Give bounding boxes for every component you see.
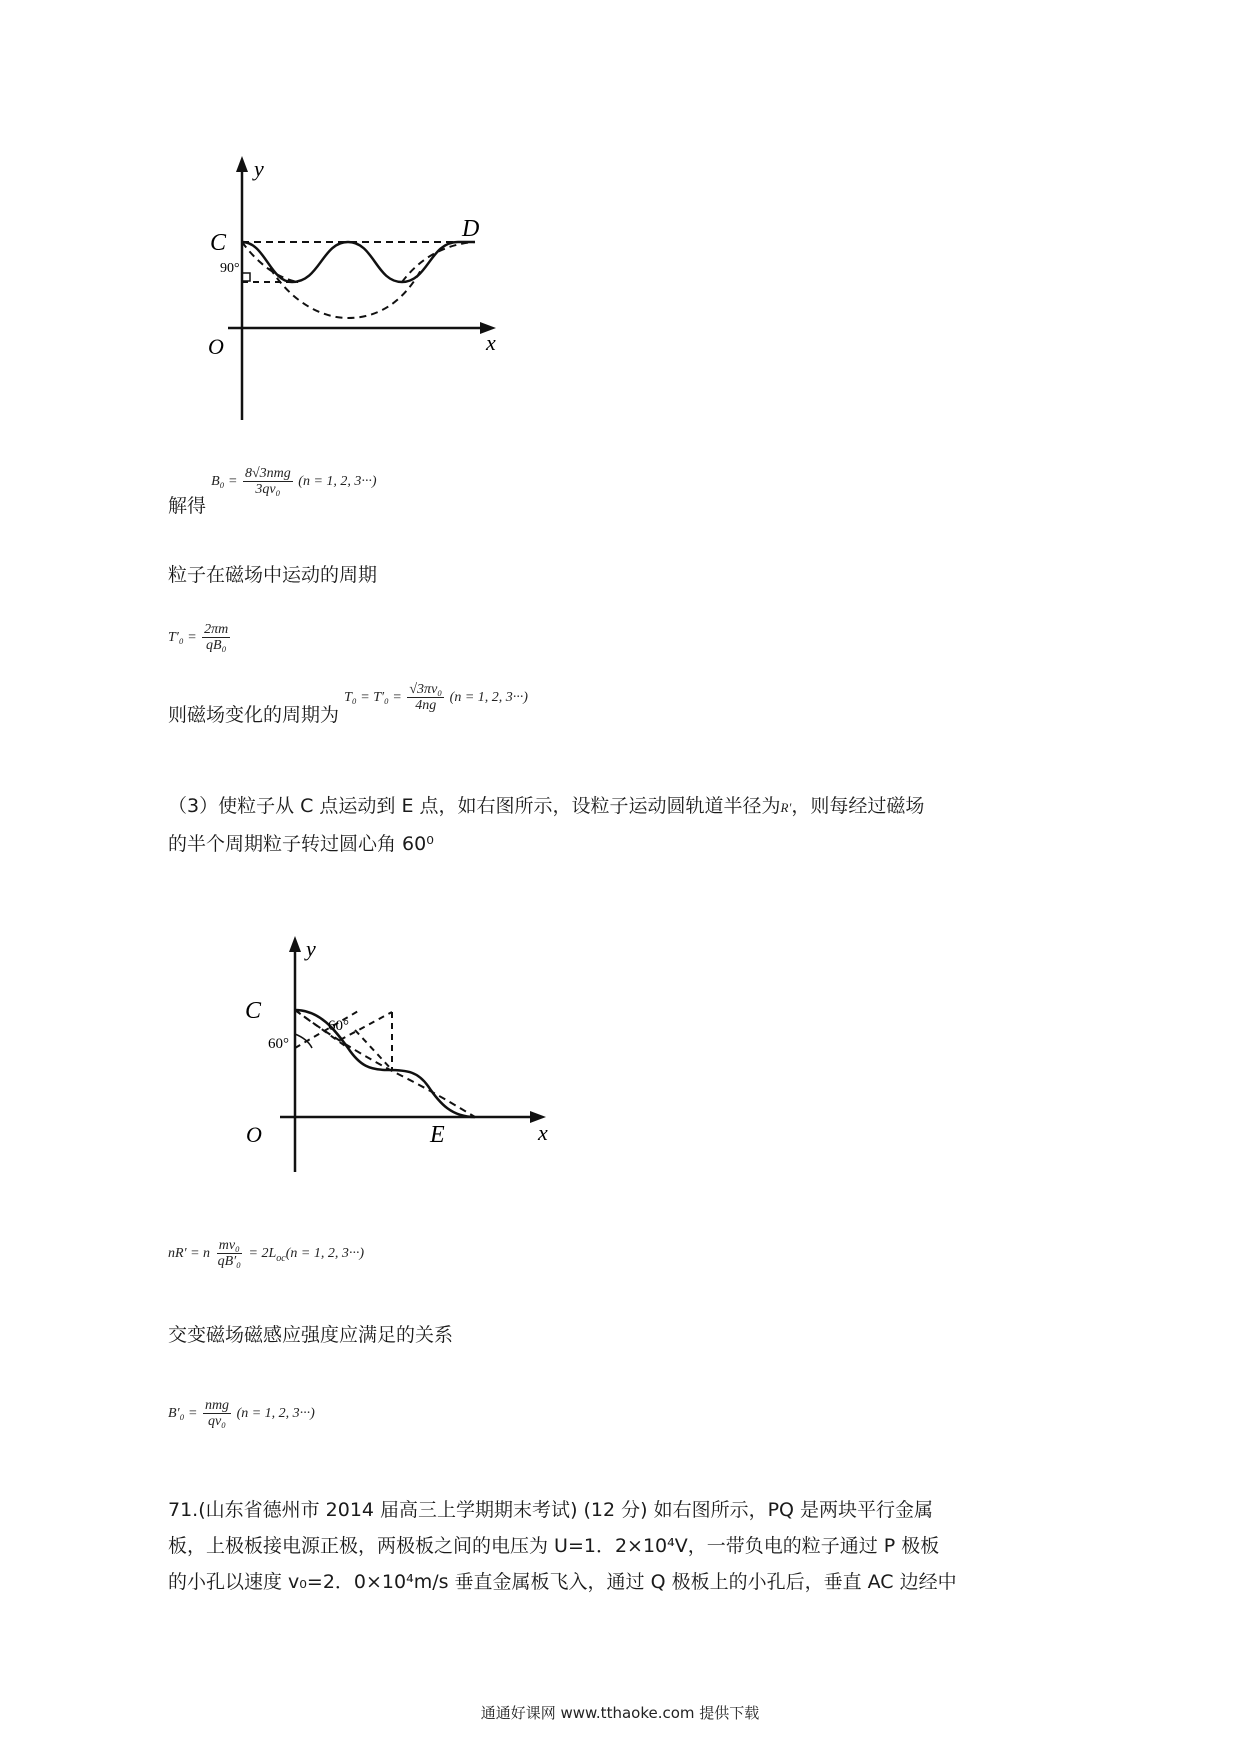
paragraph-3 [168,788,1068,862]
label-x-2: x [538,1120,548,1145]
eq-t0-line [168,681,528,734]
figure-2-svg [240,930,560,1180]
label-x: x [486,330,496,355]
eq-b0-frac [243,466,293,498]
problem-71-line-3: 的小孔以速度 v₀=2．0×10⁴m/s 垂直金属板飞入，通过 Q 极板上的小孔后，垂直 AC 边经中 [168,1571,957,1593]
problem-71 [168,1492,1088,1600]
label-y-2: y [306,936,316,961]
eq-nr [168,1238,364,1270]
eq-t0prime-num: 2πm [204,622,229,637]
label-origin-2: O [246,1122,262,1147]
eq-b0prime-den: qv₀ [207,1414,227,1430]
paragraph-3-line-1b: ，则每经过磁场 [791,795,925,817]
figure-1-svg [190,150,510,430]
text-jiede: 解得 [168,494,207,517]
problem-71-line-1: 71.(山东省德州市 2014 届高三上学期期末考试) (12 分) 如右图所示，PQ 是两块平行金属 [168,1499,934,1521]
eq-b0prime-frac [203,1398,231,1430]
r-prime-symbol: R′ [780,800,792,815]
eq-nr-den: qB′₀ [217,1254,242,1270]
eq-t0 [344,681,528,714]
eq-t0-num: √3πv₀ [409,681,443,697]
eq-nr-cond: (n = 1, 2, 3···) [285,1246,365,1262]
label-c: C [210,230,227,256]
eq-nr-frac [216,1238,243,1270]
eq-b0-cond: (n = 1, 2, 3···) [298,474,377,490]
eq-b0-num: 8√3nmg [244,466,291,481]
label-origin: O [208,334,224,359]
y-axis-arrow [236,156,248,172]
eq-t0-lhs: T₀ = T′₀ = [344,690,402,705]
eq-nr-rhs: = 2L [248,1246,277,1262]
label-angle-60-left: 60° [268,1036,289,1052]
eq-t0-frac [407,682,444,714]
dashed-arc-large [270,268,422,318]
paragraph-3-line-1a: （3）使粒子从 C 点运动到 E 点，如右图所示，设粒子运动圆轨道半径为 [168,795,781,817]
label-d: D [462,216,480,242]
eq-t0prime-den: qB₀ [206,638,227,654]
problem-71-line-2: 板，上极板接电源正极，两极板之间的电压为 U=1．2×10⁴V，一带负电的粒子通过 P 极板 [168,1535,940,1557]
dashed-arc-right [402,242,475,282]
eq-nr-num: mv₀ [218,1238,240,1253]
paragraph-3-line-1 [168,788,1068,826]
text-period: 粒子在磁场中运动的周期 [168,564,378,586]
eq-b0prime-cond: (n = 1, 2, 3···) [236,1406,315,1422]
eq-nr-sub: oc [276,1252,286,1264]
eq-b0prime-num: nmg [204,1398,230,1413]
eq-b0-line [168,466,377,534]
label-angle-90: 90° [220,261,240,276]
label-angle-60-right: 60° [328,1018,349,1034]
dashed-triangle-inner [355,1030,392,1070]
eq-t0-cond: (n = 1, 2, 3···) [449,690,528,705]
eq-t0prime-lhs: T′₀ = [168,630,197,646]
eq-b0prime-lhs: B′₀ = [168,1406,198,1422]
figure-2-diagram [240,930,560,1180]
page-footer: 通通好课网 www.tthaoke.com 提供下载 [480,1704,760,1722]
trajectory-solid [242,242,475,282]
label-c-2: C [245,998,262,1024]
label-e: E [430,1122,445,1148]
label-y: y [254,156,264,181]
eq-b0-lhs: B₀ = [211,474,238,490]
text-field-period: 则磁场变化的周期为 [168,704,340,726]
eq-t0-den: 4ng [415,698,437,714]
eq-b0-den: 3qv₀ [255,482,281,498]
eq-nr-lhs: nR′ = n [168,1246,211,1262]
paragraph-3-line-2: 的半个周期粒子转过圆心角 60⁰ [168,833,434,855]
figure-1-diagram [190,150,510,430]
text-relation: 交变磁场磁感应强度应满足的关系 [168,1324,454,1346]
y-axis-2-arrow [289,936,301,952]
eq-b0prime [168,1398,315,1430]
eq-t0prime-frac [202,622,230,654]
eq-t0prime [168,622,232,654]
eq-b0 [211,466,377,498]
